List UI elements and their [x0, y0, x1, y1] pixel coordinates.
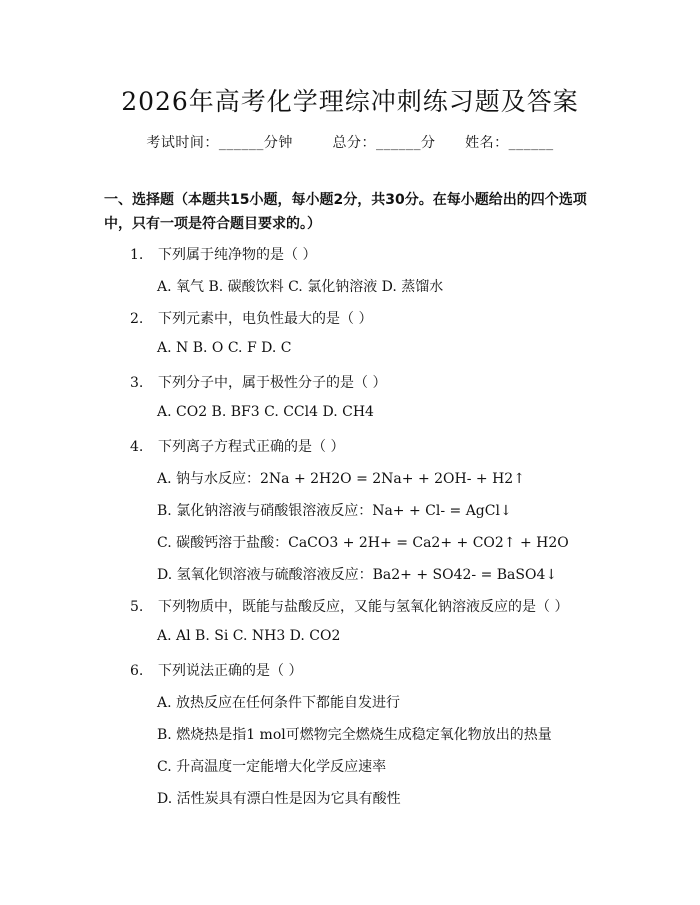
student-name-field: 姓名：______: [465, 135, 554, 151]
question-4-option-b: B. 氯化钠溶液与硝酸银溶液反应：Na+ + Cl- = AgCl↓: [157, 503, 512, 519]
exam-time-field: 考试时间：______分钟: [146, 135, 293, 151]
question-3-options: A. CO2 B. BF3 C. CCl4 D. CH4: [157, 404, 374, 420]
question-3: [130, 372, 386, 392]
question-number: 3.: [130, 375, 144, 391]
question-1: [130, 244, 316, 264]
question-text: 下列属于纯净物的是（ ）: [158, 247, 317, 263]
question-6-option-b: B. 燃烧热是指1 mol可燃物完全燃烧生成稳定氧化物放出的热量: [157, 727, 552, 743]
question-text: 下列说法正确的是（ ）: [158, 663, 303, 679]
question-6-option-c: C. 升高温度一定能增大化学反应速率: [157, 759, 387, 775]
question-number: 4.: [130, 439, 144, 455]
question-number: 2.: [130, 311, 144, 327]
question-5-options: A. Al B. Si C. NH3 D. CO2: [157, 628, 341, 644]
question-4-option-c: C. 碳酸钙溶于盐酸：CaCO3 + 2H+ = Ca2+ + CO2↑ + H2O: [157, 535, 569, 551]
section-heading: [104, 188, 604, 236]
question-2: [130, 308, 372, 328]
question-4: [130, 436, 344, 456]
question-6: [130, 660, 302, 680]
question-5: [130, 596, 568, 616]
question-text: 下列分子中，属于极性分子的是（ ）: [158, 375, 387, 391]
question-6-option-a: A. 放热反应在任何条件下都能自发进行: [157, 695, 401, 711]
exam-info-line: [0, 132, 700, 152]
question-text: 下列物质中，既能与盐酸反应，又能与氢氧化钠溶液反应的是（ ）: [158, 599, 569, 615]
total-score-field: 总分：______分: [332, 135, 436, 151]
question-1-options: A. 氧气 B. 碳酸饮料 C. 氯化钠溶液 D. 蒸馏水: [157, 279, 444, 295]
question-2-options: A. N B. O C. F D. C: [157, 340, 292, 356]
question-number: 6.: [130, 663, 144, 679]
question-text: 下列离子方程式正确的是（ ）: [158, 439, 345, 455]
question-6-option-d: D. 活性炭具有漂白性是因为它具有酸性: [157, 791, 401, 807]
page-title: 2026年高考化学理综冲刺练习题及答案: [121, 87, 579, 116]
section-heading-line-1: 一、选择题（本题共15小题，每小题2分，共30分。在每小题给出的四个选项: [104, 192, 587, 208]
section-heading-line-2: 中，只有一项是符合题目要求的。）: [104, 216, 321, 232]
question-number: 5.: [130, 599, 144, 615]
question-text: 下列元素中，电负性最大的是（ ）: [158, 311, 373, 327]
question-4-option-d: D. 氢氧化钡溶液与硫酸溶液反应：Ba2+ + SO42- = BaSO4↓: [157, 567, 558, 583]
question-number: 1.: [130, 247, 144, 263]
question-4-option-a: A. 钠与水反应：2Na + 2H2O = 2Na+ + 2OH- + H2↑: [157, 471, 525, 487]
